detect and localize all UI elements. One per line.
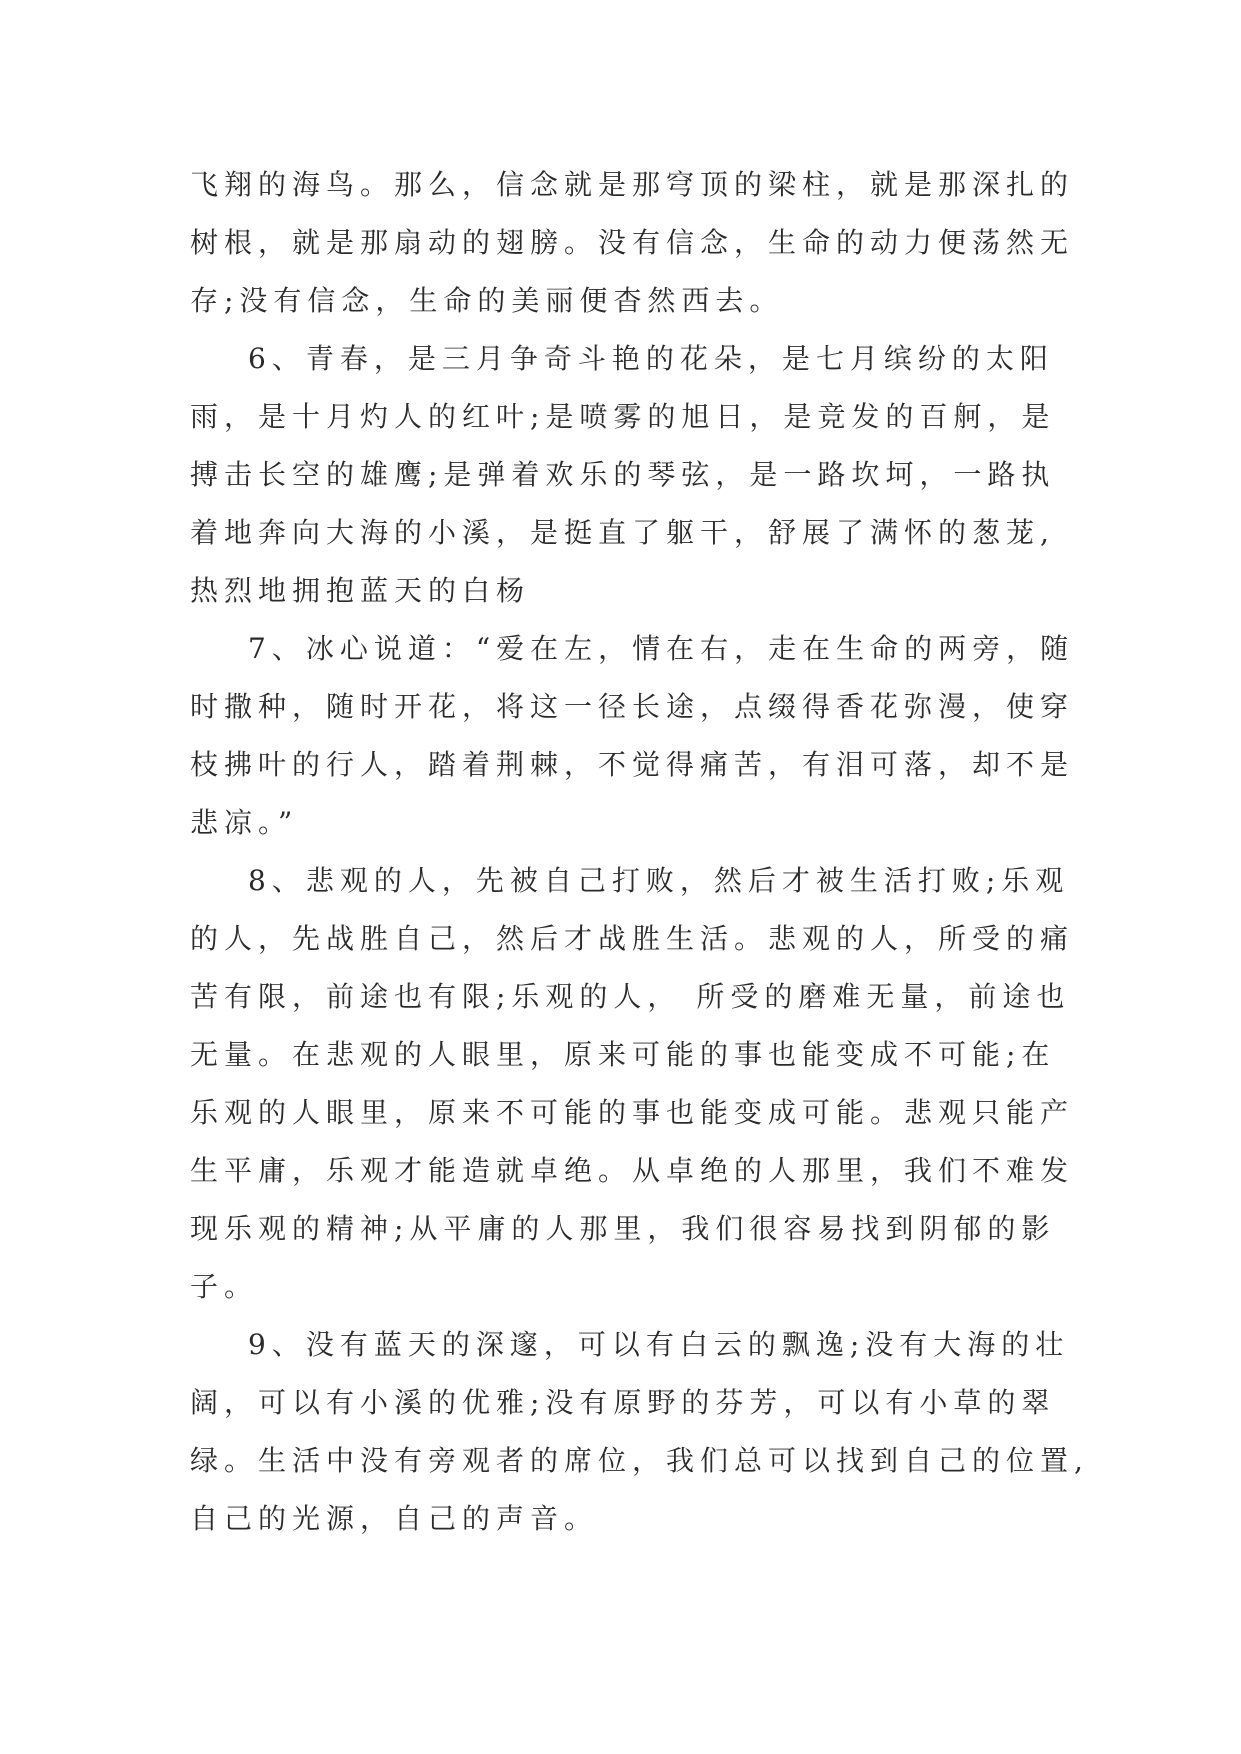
document-body <box>190 156 1089 1548</box>
text-line: 乐观的人眼里，原来不可能的事也能变成可能。悲观只能产 <box>190 1096 1075 1129</box>
paragraph-item-8 <box>190 852 1075 1316</box>
text-line: 雨，是十月灼人的红叶;是喷雾的旭日，是竞发的百舸，是 <box>190 400 1056 433</box>
text-line: 悲凉。” <box>190 806 299 839</box>
text-line: 着地奔向大海的小溪，是挺直了躯干，舒展了满怀的葱茏, <box>190 516 1055 549</box>
text-line: 自己的光源，自己的声音。 <box>190 1502 599 1535</box>
text-line: 飞翔的海鸟。那么，信念就是那穹顶的梁柱，就是那深扎的 <box>190 168 1075 201</box>
paragraph-item-9 <box>190 1316 1089 1548</box>
paragraph-intro-continued <box>190 156 1075 330</box>
paragraph-item-7 <box>190 620 1075 852</box>
text-line: 枝拂叶的行人，踏着荆棘，不觉得痛苦，有泪可落，却不是 <box>190 748 1075 781</box>
text-line: 生平庸，乐观才能造就卓绝。从卓绝的人那里，我们不难发 <box>190 1154 1075 1187</box>
text-line: 阔，可以有小溪的优雅;没有原野的芬芳，可以有小草的翠 <box>190 1386 1056 1419</box>
text-line: 的人，先战胜自己，然后才战胜生活。悲观的人，所受的痛 <box>190 922 1075 955</box>
text-line: 8、悲观的人，先被自己打败，然后才被生活打败;乐观 <box>248 864 1070 897</box>
text-line: 9、没有蓝天的深邃，可以有白云的飘逸;没有大海的壮 <box>248 1328 1070 1361</box>
text-line: 绿。生活中没有旁观者的席位，我们总可以找到自己的位置, <box>190 1444 1089 1477</box>
text-line: 树根，就是那扇动的翅膀。没有信念，生命的动力便荡然无 <box>190 226 1075 259</box>
paragraph-item-6 <box>190 330 1056 620</box>
text-line: 无量。在悲观的人眼里，原来可能的事也能变成不可能;在 <box>190 1038 1056 1071</box>
text-line: 子。 <box>190 1270 259 1303</box>
text-line: 苦有限，前途也有限;乐观的人， 所受的磨难无量，前途也 <box>190 980 1071 1013</box>
text-line: 热烈地拥抱蓝天的白杨 <box>190 574 531 607</box>
text-line: 6、青春，是三月争奇斗艳的花朵，是七月缤纷的太阳 <box>248 342 1054 375</box>
text-line: 存;没有信念，生命的美丽便杳然西去。 <box>190 284 784 317</box>
text-line: 搏击长空的雄鹰;是弹着欢乐的琴弦，是一路坎坷，一路执 <box>190 458 1056 491</box>
text-line: 现乐观的精神;从平庸的人那里，我们很容易找到阴郁的影 <box>190 1212 1056 1245</box>
text-line: 7、冰心说道：“爱在左，情在右，走在生命的两旁，随 <box>248 632 1075 665</box>
text-line: 时撒种，随时开花，将这一径长途，点缀得香花弥漫，使穿 <box>190 690 1075 723</box>
